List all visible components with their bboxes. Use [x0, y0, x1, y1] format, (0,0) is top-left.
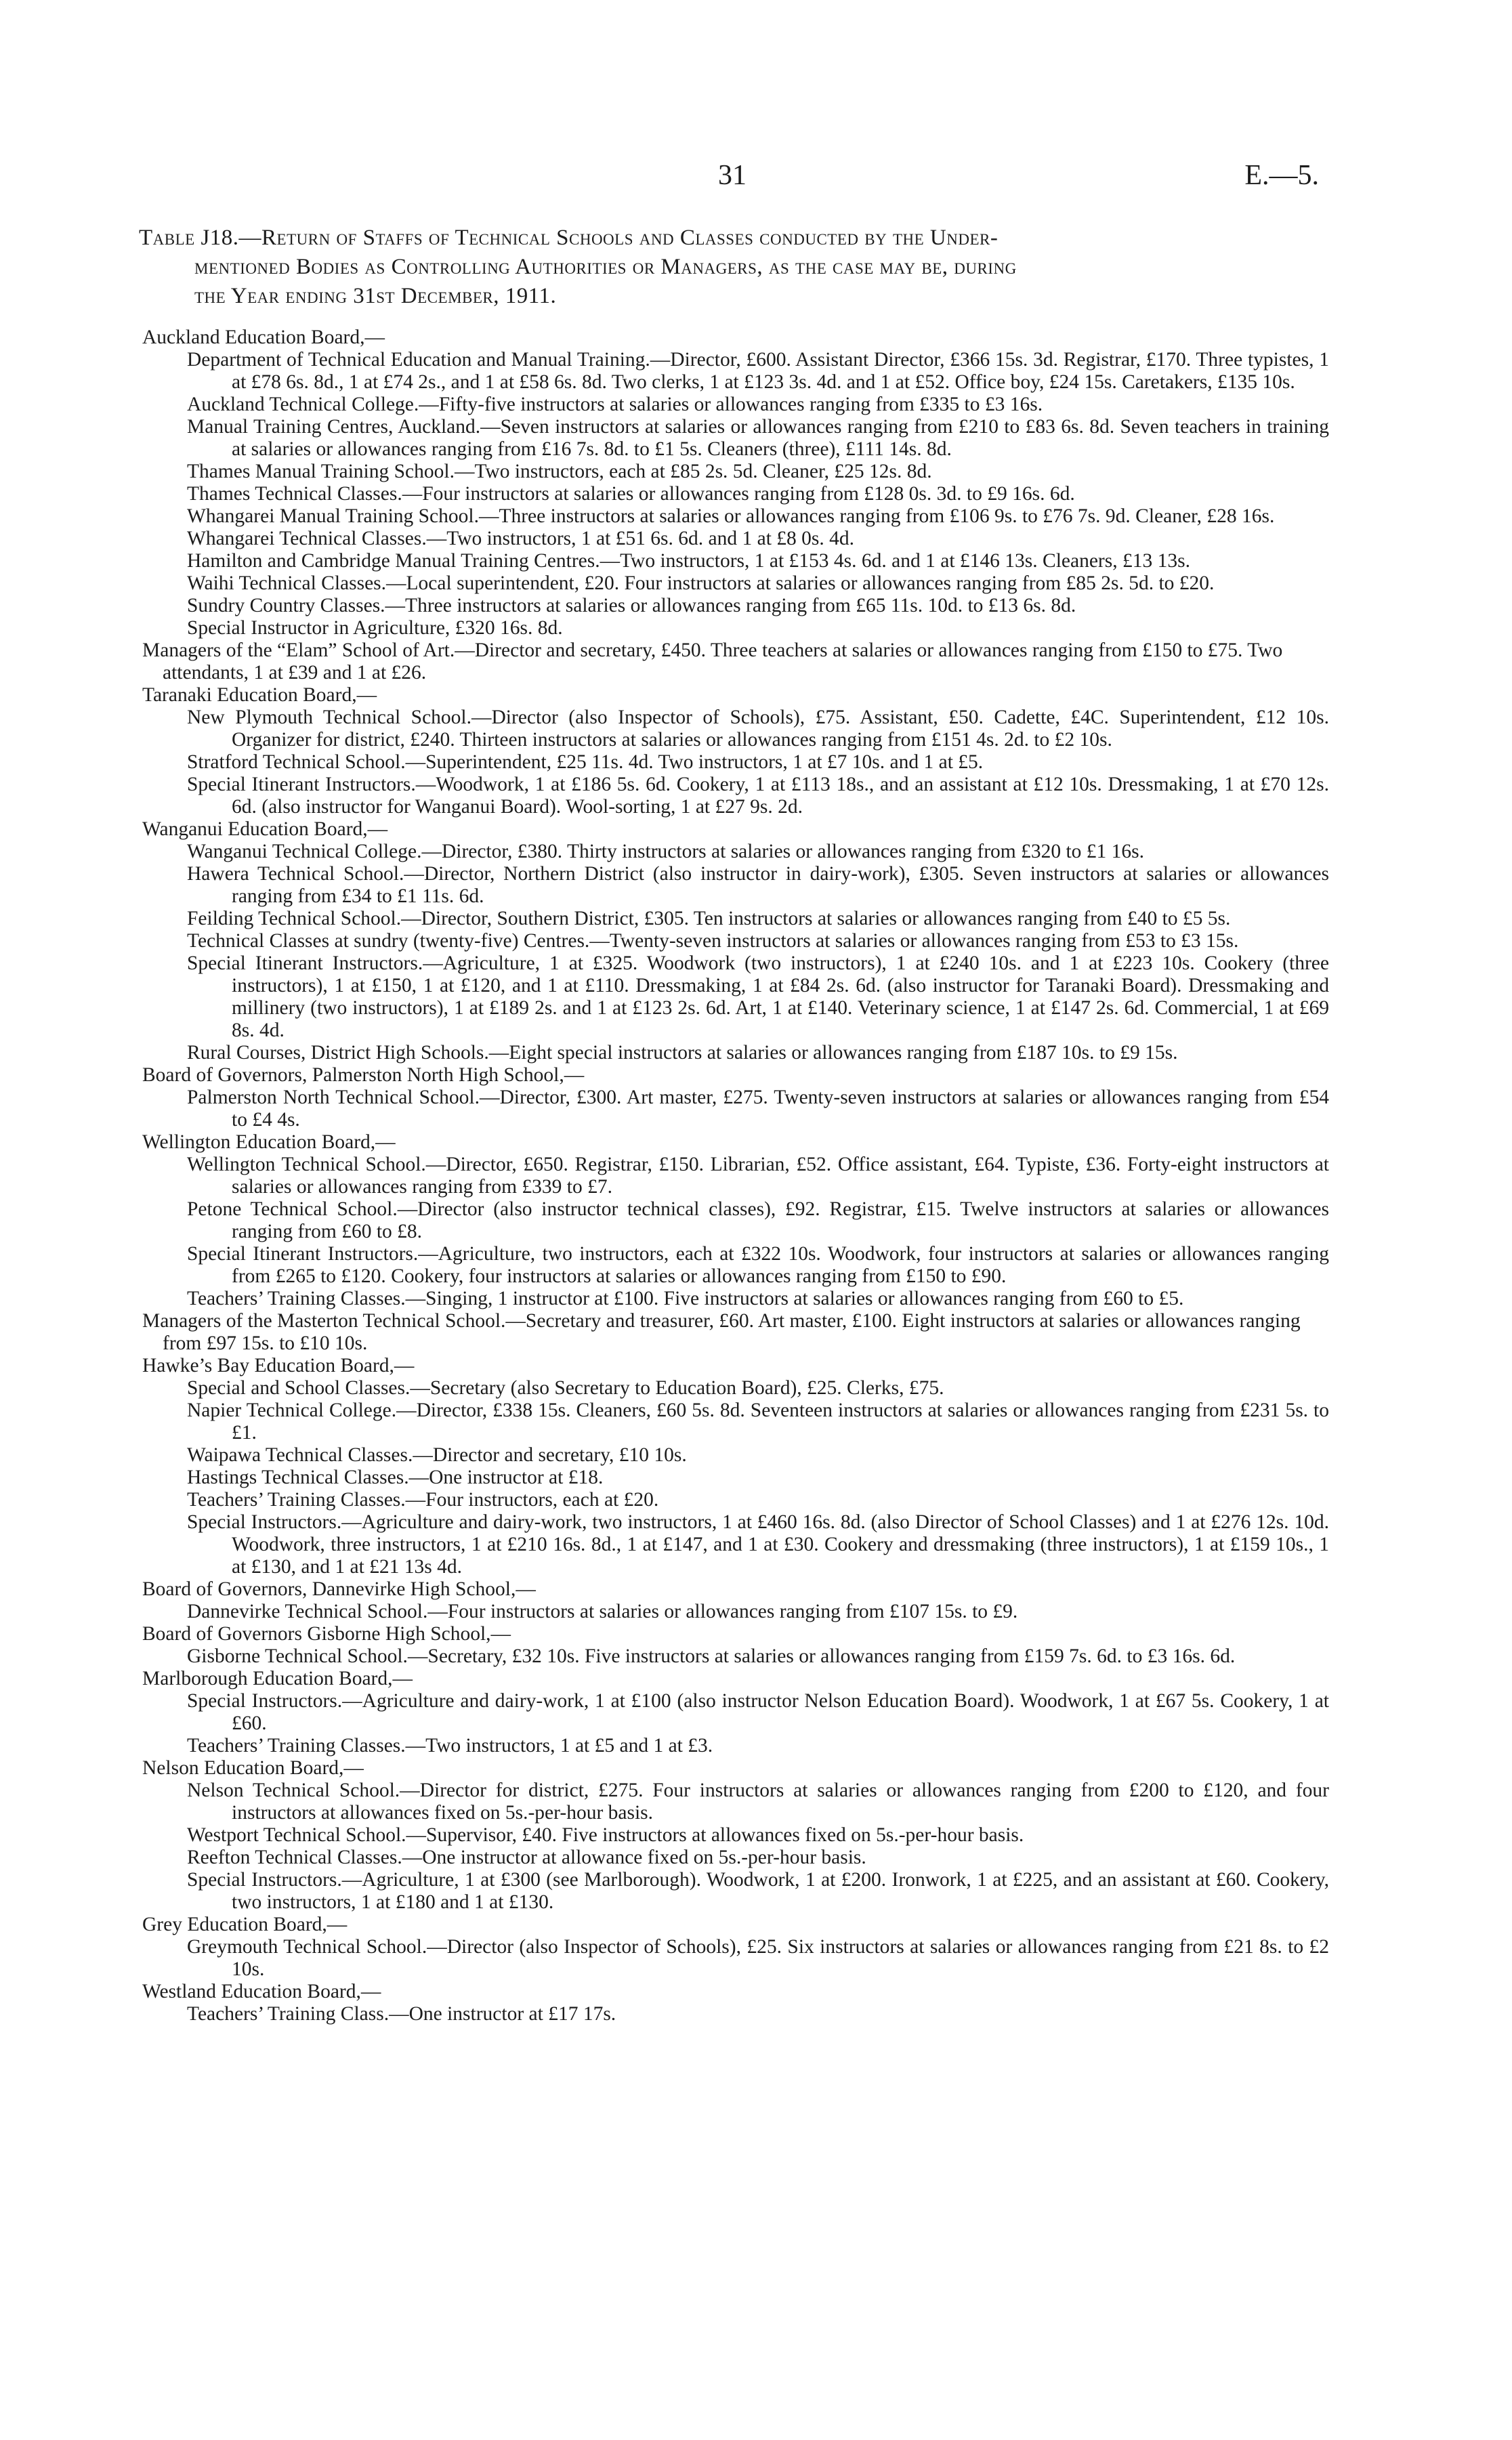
staff-entry: Napier Technical College.—Director, £338 15s. Cleaners, £60 5s. 8d. Seventeen instructors at salaries or allowances ranging from £231 5s. to £1. [187, 1400, 1329, 1444]
table-title-line: Table J18.—Return of Staffs of Technical Schools and Classes conducted by the Under- [139, 226, 999, 250]
staff-entry: Wellington Technical School.—Director, £650. Registrar, £150. Librarian, £52. Office assistant, £64. Typiste, £36. Forty-eight instructors at salaries or allowances ranging from £339 to £7. [187, 1154, 1329, 1198]
staff-entry: Whangarei Technical Classes.—Two instructors, 1 at £51 6s. 6d. and 1 at £8 0s. 4d. [187, 528, 855, 549]
staff-entry: Feilding Technical School.—Director, Southern District, £305. Ten instructors at salaries or allowances ranging from £40 to £5 5s. [187, 908, 1231, 929]
return-body [142, 327, 1329, 2025]
table-title-line: mentioned Bodies as Controlling Authorities or Managers, as the case may be, during [194, 255, 1017, 279]
staff-entry: Special Instructors.—Agriculture, 1 at £300 (see Marlborough). Woodwork, 1 at £200. Ironwork, 1 at £225, and an assistant at £60. Cookery, two instructors, 1 at £180 and 1 at £130. [187, 1869, 1329, 1913]
staff-entry: Thames Technical Classes.—Four instructors at salaries or allowances ranging from £128 0s. 3d. to £9 16s. 6d. [187, 483, 1075, 505]
staff-entry: Waihi Technical Classes.—Local superintendent, £20. Four instructors at salaries or allowances ranging from £85 2s. 5d. to £20. [187, 572, 1215, 594]
board-heading: Managers of the Masterton Technical School.—Secretary and treasurer, £60. Art master, £100. Eight instructors at salaries or allowances ranging from £97 15s. to £10 10s. [142, 1310, 1301, 1354]
staff-entry: Westport Technical School.—Supervisor, £40. Five instructors at allowances fixed on 5s.-per-hour basis. [187, 1824, 1024, 1846]
board-heading: Taranaki Education Board,— [142, 684, 377, 706]
board-heading: Managers of the “Elam” School of Art.—Director and secretary, £450. Three teachers at salaries or allowances ranging from £150 to £75. Two attendants, 1 at £39 and 1 at £26. [142, 639, 1283, 683]
staff-entry: Rural Courses, District High Schools.—Eight special instructors at salaries or allowances ranging from £187 10s. to £9 15s. [187, 1042, 1178, 1064]
board-heading: Board of Governors Gisborne High School,— [142, 1623, 511, 1645]
staff-entry: Hastings Technical Classes.—One instructor at £18. [187, 1467, 604, 1488]
board-heading: Auckland Education Board,— [142, 327, 385, 348]
board-heading: Board of Governors, Palmerston North High School,— [142, 1064, 585, 1086]
staff-entry: Special Itinerant Instructors.—Agriculture, two instructors, each at £322 10s. Woodwork, four instructors at salaries or allowances ranging from £265 to £120. Cookery, four instructors at salaries or allowances ranging from £150 to £90. [187, 1243, 1329, 1287]
page-header [0, 159, 1512, 207]
staff-entry: Department of Technical Education and Manual Training.—Director, £600. Assistant Director, £366 15s. 3d. Registrar, £170. Three typistes, 1 at £78 6s. 8d., 1 at £74 2s., and 1 at £58 6s. 8d. Two clerks, 1 at £123 3s. 4d. and 1 at £52. Office boy, £24 15s. Caretakers, £135 10s. [187, 349, 1329, 393]
staff-entry: Special Instructor in Agriculture, £320 16s. 8d. [187, 617, 563, 639]
staff-entry: Sundry Country Classes.—Three instructors at salaries or allowances ranging from £65 11s. 10d. to £13 6s. 8d. [187, 595, 1076, 616]
board-heading: Hawke’s Bay Education Board,— [142, 1355, 415, 1376]
staff-entry: Teachers’ Training Classes.—Singing, 1 instructor at £100. Five instructors at salaries or allowances ranging from £60 to £5. [187, 1288, 1184, 1309]
staff-entry: Hamilton and Cambridge Manual Training Centres.—Two instructors, 1 at £153 4s. 6d. and 1 at £146 13s. Cleaners, £13 13s. [187, 550, 1190, 572]
table-title [139, 224, 1328, 311]
board-heading: Wanganui Education Board,— [142, 818, 388, 840]
board-heading: Board of Governors, Dannevirke High School,— [142, 1578, 536, 1600]
staff-entry: Gisborne Technical School.—Secretary, £32 10s. Five instructors at salaries or allowances ranging from £159 7s. 6d. to £3 16s. 6d. [187, 1645, 1236, 1667]
staff-entry: Special and School Classes.—Secretary (also Secretary to Education Board), £25. Clerks, £75. [187, 1377, 944, 1399]
staff-entry: Greymouth Technical School.—Director (also Inspector of Schools), £25. Six instructors at salaries or allowances ranging from £21 8s. to £2 10s. [187, 1936, 1329, 1980]
staff-entry: Whangarei Manual Training School.—Three instructors at salaries or allowances ranging from £106 9s. to £76 7s. 9d. Cleaner, £28 16s. [187, 505, 1275, 527]
board-heading: Grey Education Board,— [142, 1914, 348, 1935]
table-title-line: the Year ending 31st December, 1911. [194, 284, 557, 308]
staff-entry: Waipawa Technical Classes.—Director and secretary, £10 10s. [187, 1444, 687, 1466]
staff-entry: Wanganui Technical College.—Director, £380. Thirty instructors at salaries or allowances ranging from £320 to £1 16s. [187, 841, 1145, 862]
staff-entry: Nelson Technical School.—Director for district, £275. Four instructors at salaries or allowances ranging from £200 to £120, and four instructors at allowances fixed on 5s.-per-hour basis. [187, 1780, 1329, 1824]
staff-entry: Technical Classes at sundry (twenty-five) Centres.—Twenty-seven instructors at salaries or allowances ranging from £53 to £3 15s. [187, 930, 1239, 952]
staff-entry: Auckland Technical College.—Fifty-five instructors at salaries or allowances ranging from £335 to £3 16s. [187, 394, 1043, 415]
board-heading: Nelson Education Board,— [142, 1757, 364, 1779]
staff-entry: Dannevirke Technical School.—Four instructors at salaries or allowances ranging from £107 15s. to £9. [187, 1601, 1018, 1622]
staff-entry: Teachers’ Training Class.—One instructor at £17 17s. [187, 2003, 616, 2025]
staff-entry: Teachers’ Training Classes.—Four instructors, each at £20. [187, 1489, 659, 1511]
board-heading: Wellington Education Board,— [142, 1131, 396, 1153]
staff-entry: Special Itinerant Instructors.—Woodwork, 1 at £186 5s. 6d. Cookery, 1 at £113 18s., and an assistant at £12 10s. Dressmaking, 1 at £70 12s. 6d. (also instructor for Wanganui Board). Wool-sorting, 1 at £27 9s. 2d. [187, 774, 1329, 818]
staff-entry: Palmerston North Technical School.—Director, £300. Art master, £275. Twenty-seven instructors at salaries or allowances ranging from £54 to £4 4s. [187, 1087, 1329, 1131]
staff-entry: Special Instructors.—Agriculture and dairy-work, two instructors, 1 at £460 16s. 8d. (also Director of School Classes) and 1 at £276 12s. 10d. Woodwork, three instructors, 1 at £210 16s. 8d., 1 at £147, and 1 at £30. Cookery and dressmaking (three instructors), 1 at £159 10s., 1 at £130, and 1 at £21 13s 4d. [187, 1511, 1329, 1578]
staff-entry: Hawera Technical School.—Director, Northern District (also instructor in dairy-work), £305. Seven instructors at salaries or allowances ranging from £34 to £1 11s. 6d. [187, 863, 1329, 907]
board-heading: Westland Education Board,— [142, 1981, 381, 2002]
staff-entry: New Plymouth Technical School.—Director (also Inspector of Schools), £75. Assistant, £50. Cadette, £4C. Superintendent, £12 10s. Organizer for district, £240. Thirteen instructors at salaries or allowances ranging from £151 4s. 2d. to £2 10s. [187, 707, 1329, 751]
staff-entry: Manual Training Centres, Auckland.—Seven instructors at salaries or allowances ranging from £210 to £83 6s. 8d. Seven teachers in training at salaries or allowances ranging from £16 7s. 8d. to £1 5s. Cleaners (three), £111 14s. 8d. [187, 416, 1329, 460]
board-heading: Marlborough Education Board,— [142, 1668, 413, 1689]
staff-entry: Teachers’ Training Classes.—Two instructors, 1 at £5 and 1 at £3. [187, 1735, 713, 1757]
staff-entry: Stratford Technical School.—Superintendent, £25 11s. 4d. Two instructors, 1 at £7 10s. and 1 at £5. [187, 751, 984, 773]
staff-entry: Petone Technical School.—Director (also instructor technical classes), £92. Registrar, £15. Twelve instructors at salaries or allowances ranging from £60 to £8. [187, 1198, 1329, 1242]
staff-entry: Thames Manual Training School.—Two instructors, each at £85 2s. 5d. Cleaner, £25 12s. 8d. [187, 461, 932, 482]
page-code: E.—5. [1244, 160, 1319, 191]
staff-entry: Reefton Technical Classes.—One instructor at allowance fixed on 5s.-per-hour basis. [187, 1847, 866, 1868]
staff-entry: Special Itinerant Instructors.—Agriculture, 1 at £325. Woodwork (two instructors), 1 at £240 10s. and 1 at £223 10s. Cookery (three instructors), 1 at £150, 1 at £120, and 1 at £110. Dressmaking, 1 at £84 2s. 6d. (also instructor for Taranaki Board). Dressmaking and millinery (two instructors), 1 at £189 2s. and 1 at £123 2s. 6d. Art, 1 at £140. Veterinary science, 1 at £147 2s. 6d. Commercial, 1 at £69 8s. 4d. [187, 952, 1329, 1041]
staff-entry: Special Instructors.—Agriculture and dairy-work, 1 at £100 (also instructor Nelson Education Board). Woodwork, 1 at £67 5s. Cookery, 1 at £60. [187, 1690, 1329, 1734]
page-number: 31 [718, 160, 747, 191]
